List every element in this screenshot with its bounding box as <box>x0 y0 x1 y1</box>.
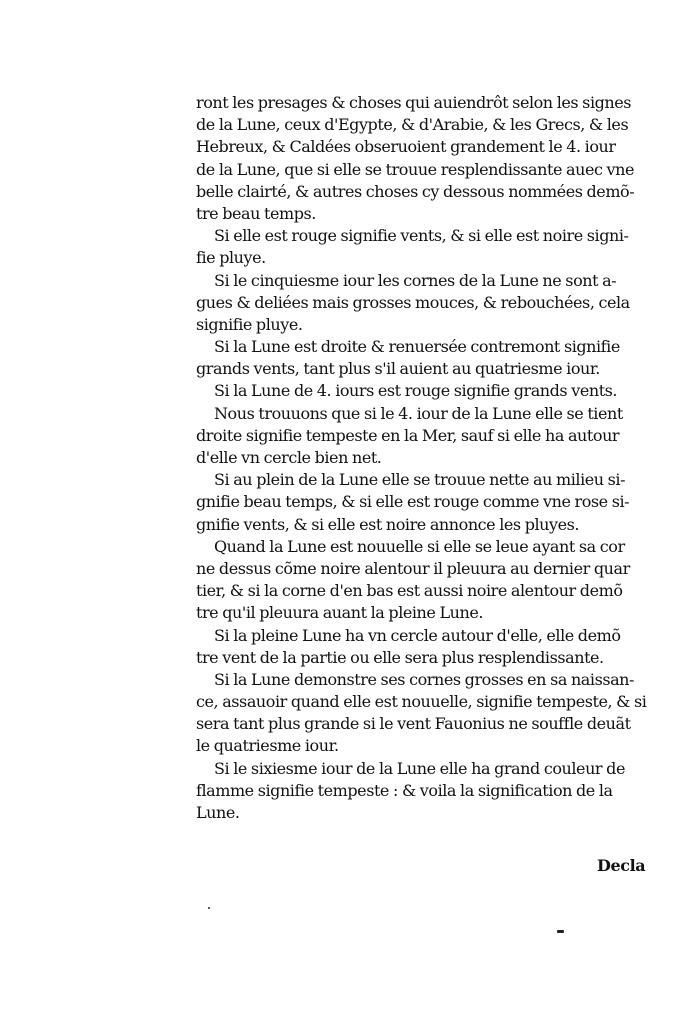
page-text <box>196 92 656 824</box>
text-line: de la Lune, ceux d'Egypte, & d'Arabie, & les Grecs, & les <box>196 115 629 135</box>
text-line: ront les presages & choses qui auiendrôt selon les signes <box>196 93 632 112</box>
text-line: sera tant plus grande si le vent Fauonius ne souffle deuãt <box>196 714 631 734</box>
text-line: grands vents, tant plus s'il auient au quatriesme iour. <box>196 359 600 379</box>
ink-speck <box>208 907 210 909</box>
ink-speck <box>557 930 564 933</box>
text-line: ce, assauoir quand elle est nouuelle, signifie tempeste, & si <box>196 692 647 712</box>
text-line: Si le cinquiesme iour les cornes de la Lune ne sont a- <box>214 270 617 290</box>
text-line: tre qu'il pleuura auant la pleine Lune. <box>196 603 483 623</box>
text-line: belle clairté, & autres choses cy dessous nommées demõ- <box>196 181 635 201</box>
text-line: Si la Lune de 4. iours est rouge signifie grands vents. <box>214 381 618 401</box>
text-line: d'elle vn cercle bien net. <box>196 448 382 467</box>
text-line: Lune. <box>196 803 240 822</box>
text-line: gues & deliées mais grosses mouces, & rebouchées, cela <box>196 292 630 312</box>
text-line: tre beau temps. <box>196 203 316 223</box>
text-line: ne dessus cõme noire alentour il pleuura au dernier quar <box>196 558 630 578</box>
text-line: fie pluye. <box>196 248 266 268</box>
text-line: de la Lune, que si elle se trouue resplendissante auec vne <box>196 159 634 179</box>
text-line: Si la Lune est droite & renuersée contremont signifie <box>214 337 620 357</box>
text-line: gnifie vents, & si elle est noire annonce les pluyes. <box>196 514 580 534</box>
text-line: Si le sixiesme iour de la Lune elle ha grand couleur de <box>214 758 625 778</box>
text-line: Quand la Lune est nouuelle si elle se leue ayant sa cor <box>214 536 625 556</box>
text-line: signifie pluye. <box>196 314 303 334</box>
text-line: Si au plein de la Lune elle se trouue nette au milieu si- <box>214 470 626 490</box>
text-line: droite signifie tempeste en la Mer, sauf si elle ha autour <box>196 425 620 445</box>
text-line: Nous trouuons que si le 4. iour de la Lune elle se tient <box>214 403 623 423</box>
text-line: flamme signifie tempeste : & voila la signification de la <box>196 780 613 800</box>
text-line: Si la pleine Lune ha vn cercle autour d'elle, elle demõ <box>214 625 621 645</box>
text-line: le quatriesme iour. <box>196 736 339 756</box>
text-line: tre vent de la partie ou elle sera plus resplendissante. <box>196 647 604 667</box>
text-line: Si elle est rouge signifie vents, & si elle est noire signi- <box>214 226 629 246</box>
text-line: gnifie beau temps, & si elle est rouge comme vne rose si- <box>196 492 630 512</box>
text-line: Hebreux, & Caldées obseruoient grandement le 4. iour <box>196 137 616 157</box>
text-line: Si la Lune demonstre ses cornes grosses en sa naissan- <box>214 669 634 689</box>
text-line: tier, & si la corne d'en bas est aussi noire alentour demõ <box>196 581 623 601</box>
catchword: Decla <box>597 856 646 875</box>
